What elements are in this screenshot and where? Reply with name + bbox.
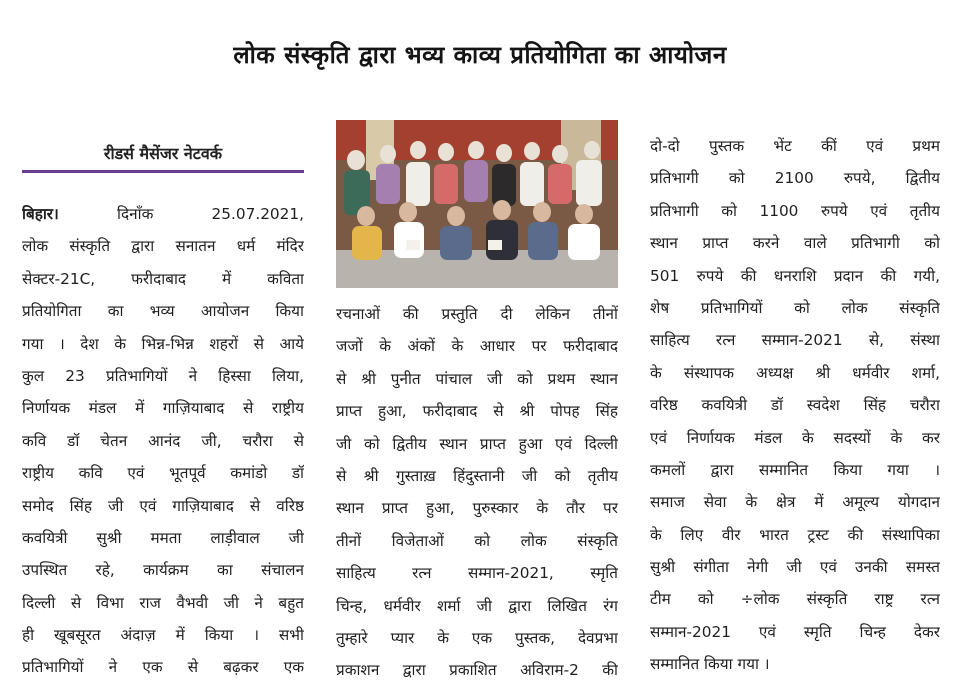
article-line: सुश्री संगीता नेगी जी एवं उनकी समस्त: [650, 558, 940, 577]
article-line: वरिष्ठ कवयित्री डॉ स्वदेश सिंह चरौरा: [650, 396, 940, 415]
article-line: के संस्थापक अध्यक्ष श्री धर्मवीर शर्मा,: [650, 363, 940, 382]
article-line: प्रतिभागी को 2100 रुपये, द्वितीय: [650, 169, 940, 188]
article-line: जी को द्वितीय स्थान प्राप्त हुआ एवं दिल्ली: [336, 434, 618, 453]
article-line: ही खूबसूरत अंदाज़ में किया । सभी: [22, 626, 304, 645]
article-line: स्थान प्राप्त हुआ, पुरुस्कार के तौर पर: [336, 499, 618, 518]
article-column-3: [650, 130, 940, 681]
article-line: कवयित्री सुश्री ममता लाड़ीवाल जी: [22, 528, 304, 547]
article-line: बिहार। दिनाँक 25.07.2021,: [22, 205, 304, 223]
article-line: चिन्ह, धर्मवीर शर्मा जी द्वारा लिखित रंग: [336, 596, 618, 615]
article-column-1: [22, 198, 304, 684]
article-line: प्रतिभागियों ने एक से बढ़कर एक: [22, 658, 304, 677]
article-line: से श्री गुस्ताख़ हिंदुस्तानी जी को तृतीय: [336, 466, 618, 485]
article-line: सेक्टर-21C, फरीदाबाद में कविता: [22, 269, 304, 288]
group-photo: [336, 120, 618, 288]
article-line: कवि डॉ चेतन आनंद जी, चरौरा से: [22, 431, 304, 450]
article-line: कमलों द्वारा सम्मानित किया गया ।: [650, 460, 940, 479]
article-line: प्रतिभागी को 1100 रुपये एवं तृतीय: [650, 201, 940, 220]
article-line: सम्मानित किया गया ।: [650, 655, 770, 674]
byline: रीडर्स मैसेंजर नेटवर्क: [103, 144, 223, 163]
article-line: समोद सिंह जी एवं गाज़ियाबाद से वरिष्ठ: [22, 496, 304, 515]
dateline-place: बिहार।: [22, 205, 59, 223]
headline: लोक संस्कृति द्वारा भव्य काव्य प्रतियोगिता का आयोजन: [233, 41, 727, 69]
article-line: राष्ट्रीय कवि एवं भूतपूर्व कमांडो डॉ: [22, 464, 304, 483]
article-line: शेष प्रतिभागियों को लोक संस्कृति: [650, 298, 940, 317]
article-line: तुम्हारे प्यार के एक पुस्तक, देवप्रभा: [336, 628, 618, 647]
article-line: टीम को ÷लोक संस्कृति राष्ट्र रत्न: [650, 590, 940, 609]
article-column-2: [336, 298, 618, 687]
article-line: निर्णायक मंडल में गाज़ियाबाद से राष्ट्रीय: [22, 399, 304, 418]
byline-divider: [22, 170, 304, 173]
article-line: रचनाओं की प्रस्तुति दी लेकिन तीनों: [336, 305, 618, 323]
article-line: दो-दो पुस्तक भेंट कीं एवं प्रथम: [650, 137, 940, 155]
article-line: प्रकाशन द्वारा प्रकाशित अविराम-2 की: [336, 661, 618, 680]
article-line: साहित्य रत्न सम्मान-2021, स्मृति: [336, 564, 618, 583]
group-photo-icon: [336, 120, 618, 288]
article-line: तीनों विजेताओं को लोक संस्कृति: [336, 531, 618, 550]
article-line: गया । देश के भिन्न-भिन्न शहरों से आये: [22, 334, 304, 353]
article-line: स्थान प्राप्त करने वाले प्रतिभागी को: [650, 234, 940, 253]
article-line: कुल 23 प्रतिभागियों ने हिस्सा लिया,: [22, 366, 304, 385]
article-line: समाज सेवा के क्षेत्र में अमूल्य योगदान: [650, 493, 940, 512]
article-line: उपस्थित रहे, कार्यक्रम का संचालन: [22, 561, 304, 580]
article-line: एवं निर्णायक मंडल के सदस्यों के कर: [650, 428, 940, 447]
article-line: लोक संस्कृति द्वारा सनातन धर्म मंदिर: [22, 237, 304, 256]
article-line: प्रतियोगिता का भव्य आयोजन किया: [22, 302, 304, 321]
article-line: साहित्य रत्न सम्मान-2021 से, संस्था: [650, 331, 940, 350]
article-line: प्राप्त हुआ, फरीदाबाद से श्री पोपह सिंह: [336, 402, 618, 421]
article-line: दिल्ली से विभा राज वैभवी जी ने बहुत: [22, 593, 304, 612]
article-line: सम्मान-2021 एवं स्मृति चिन्ह देकर: [650, 622, 940, 641]
article-line: 501 रुपये की धनराशि प्रदान की गयी,: [650, 266, 940, 285]
article-line: के लिए वीर भारत ट्रस्ट की संस्थापिका: [650, 525, 940, 544]
article-line: जजों के अंकों के आधार पर फरीदाबाद: [336, 337, 618, 356]
article-line: से श्री पुनीत पांचाल जी को प्रथम स्थान: [336, 369, 618, 388]
